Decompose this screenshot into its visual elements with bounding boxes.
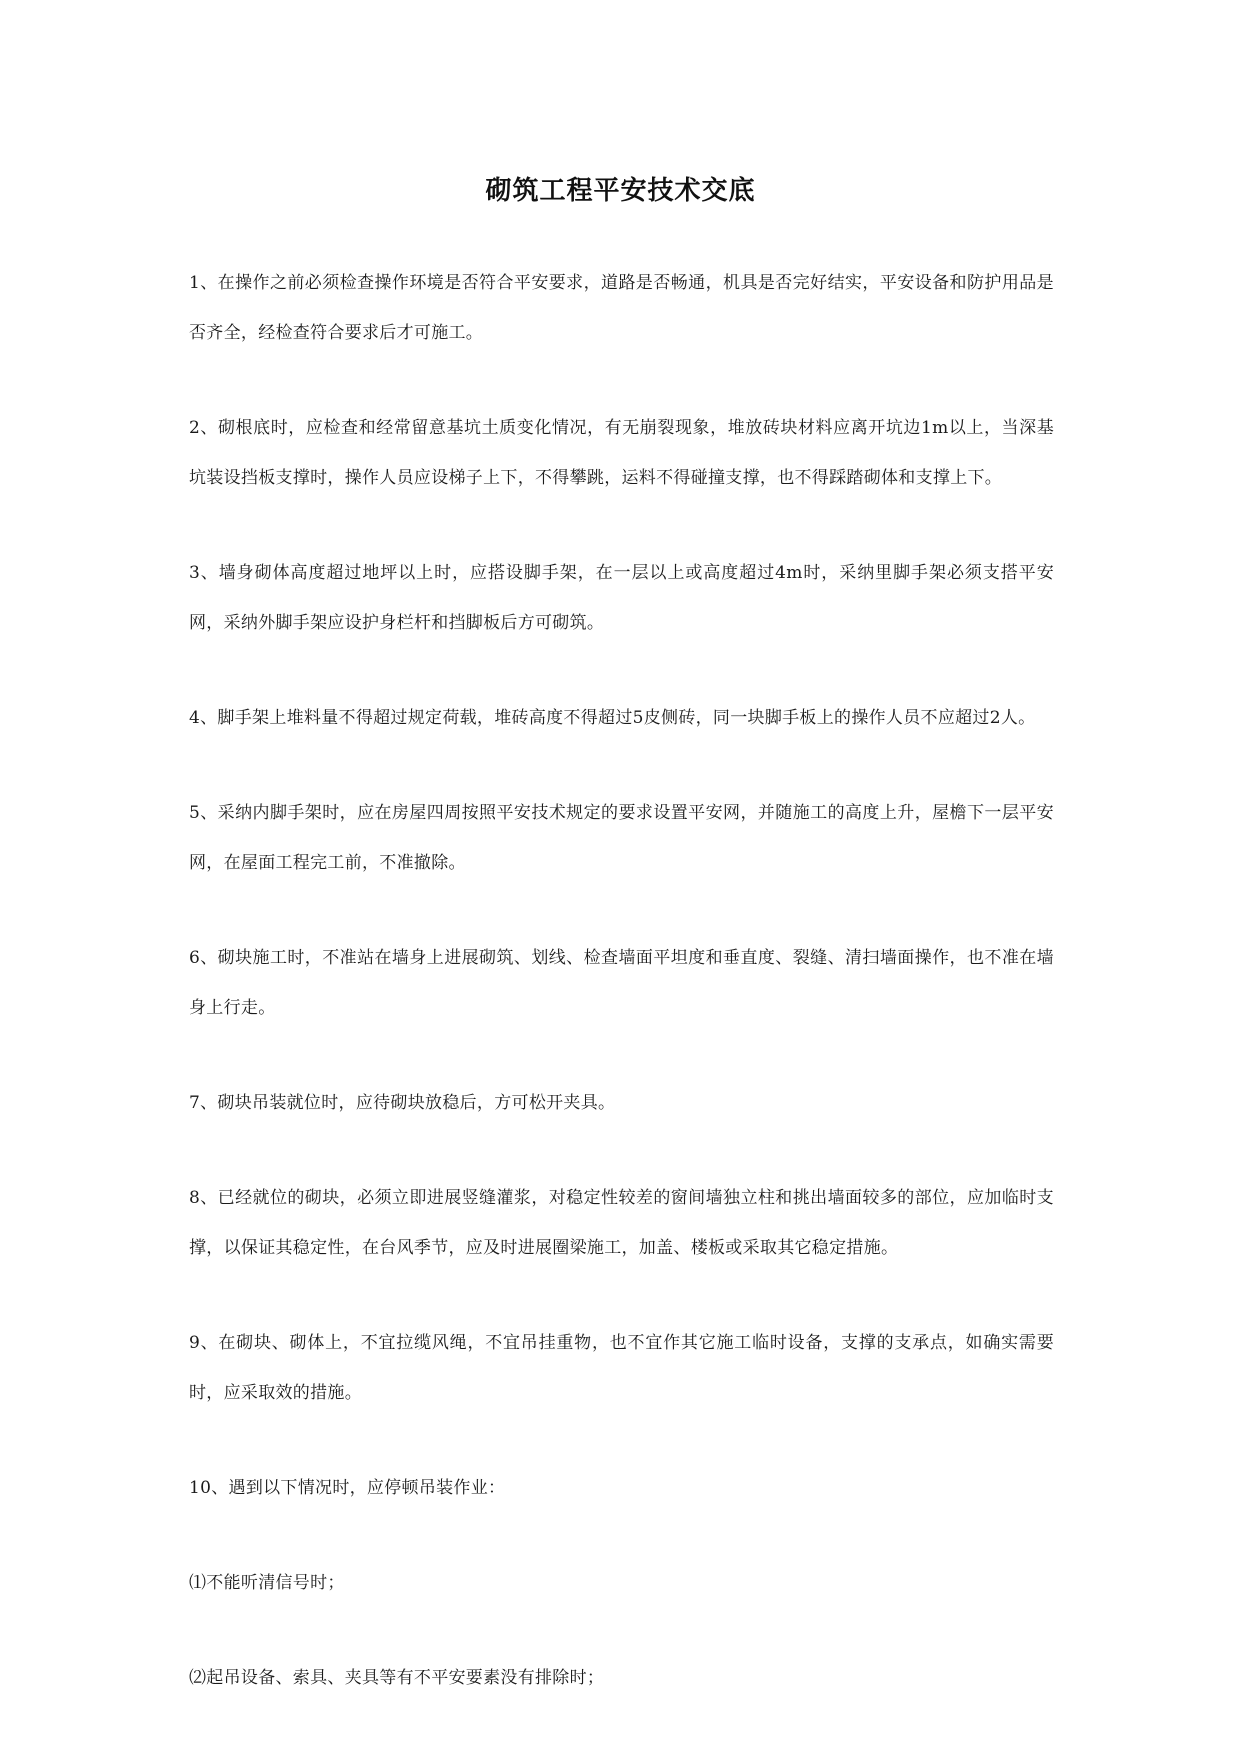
paragraph-1: 1、在操作之前必须检查操作环境是否符合平安要求，道路是否畅通，机具是否完好结实，平安设备和防护用品是否齐全，经检查符合要求后才可施工。 xyxy=(189,273,1054,343)
paragraph-5: 5、采纳内脚手架时，应在房屋四周按照平安技术规定的要求设置平安网，并随施工的高度上升，屋檐下一层平安网，在屋面工程完工前，不准撤除。 xyxy=(189,803,1054,873)
paragraph-3: 3、墙身砌体高度超过地坪以上时，应搭设脚手架，在一层以上或高度超过4m时，采纳里脚手架必须支搭平安网，采纳外脚手架应设护身栏杆和挡脚板后方可砌筑。 xyxy=(189,563,1054,633)
paragraph-9: 9、在砌块、砌体上，不宜拉缆风绳，不宜吊挂重物，也不宜作其它施工临时设备，支撑的支承点，如确实需要时，应采取效的措施。 xyxy=(189,1333,1054,1403)
paragraph-6: 6、砌块施工时，不准站在墙身上进展砌筑、划线、检查墙面平坦度和垂直度、裂缝、清扫墙面操作，也不准在墙身上行走。 xyxy=(189,948,1054,1018)
paragraph-2: 2、砌根底时，应检查和经常留意基坑土质变化情况，有无崩裂现象，堆放砖块材料应离开坑边1m以上，当深基坑装设挡板支撑时，操作人员应设梯子上下，不得攀跳，运料不得碰撞支撑，也不得踩踏砌体和支撑上下。 xyxy=(189,418,1054,488)
list-item-2: ⑵起吊设备、索具、夹具等有不平安要素没有排除时； xyxy=(189,1668,605,1688)
list-item-1: ⑴不能听清信号时； xyxy=(189,1573,345,1593)
paragraph-8: 8、已经就位的砌块，必须立即进展竖缝灌浆，对稳定性较差的窗间墙独立柱和挑出墙面较多的部位，应加临时支撑，以保证其稳定性，在台风季节，应及时进展圈梁施工，加盖、楼板或采取其它稳定措施。 xyxy=(189,1188,1054,1258)
document-body xyxy=(189,258,1054,1748)
paragraph-10: 10、遇到以下情况时，应停顿吊装作业： xyxy=(189,1478,506,1498)
document-title: 砌筑工程平安技术交底 xyxy=(485,176,756,206)
paragraph-4: 4、脚手架上堆料量不得超过规定荷载，堆砖高度不得超过5皮侧砖，同一块脚手板上的操作人员不应超过2人。 xyxy=(189,708,1036,728)
paragraph-7: 7、砌块吊装就位时，应待砌块放稳后，方可松开夹具。 xyxy=(189,1093,616,1113)
